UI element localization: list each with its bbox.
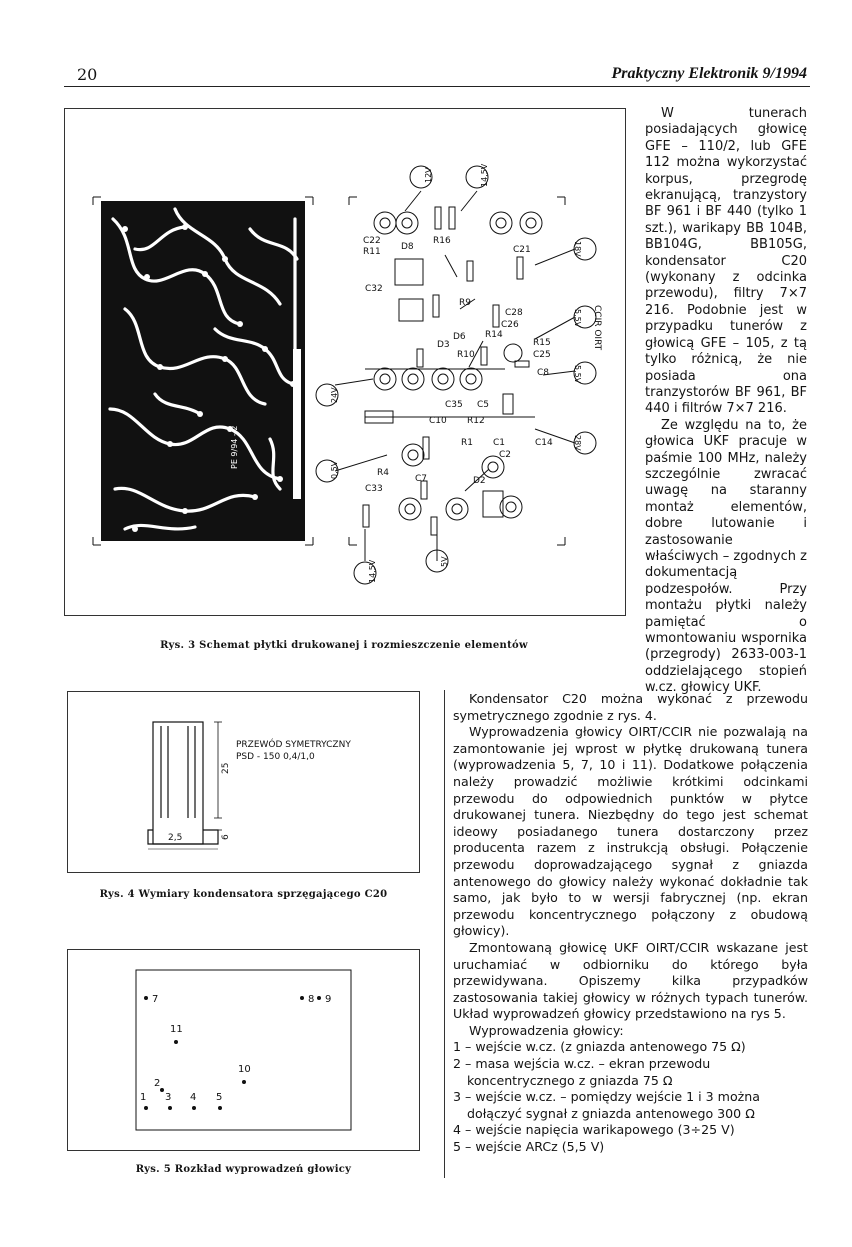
figure5-drawing: [68, 950, 419, 1150]
label-ccir-oirt: CCIR OIRT: [592, 305, 602, 351]
svg-text:28V: 28V: [573, 435, 582, 451]
pin-28v: [573, 432, 596, 454]
svg-text:14,5V: 14,5V: [368, 559, 377, 583]
label-r12: R12: [467, 416, 485, 426]
label-c21: C21: [513, 245, 531, 255]
label-c28: C28: [505, 308, 523, 318]
pin-3: 3: [165, 1092, 172, 1103]
figure3-drawing: [65, 109, 625, 615]
pin-24v: [316, 384, 339, 406]
pin-7: 7: [152, 994, 159, 1005]
pin-2: 2: [154, 1078, 161, 1089]
label-c10: C10: [429, 416, 447, 426]
pin-list-item: 1 – wejście w.cz. (z gniazda antenowego 75 Ω): [453, 1039, 746, 1055]
label-c33: C33: [365, 484, 383, 494]
label-c25: C25: [533, 350, 551, 360]
pin-14-5v-bottom: [354, 559, 377, 584]
pcb-copper-pattern: [93, 197, 313, 545]
paragraph: Kondensator C20 można wykonać z przewodu symetrycznego zgodnie z rys. 4.: [453, 691, 808, 723]
svg-text:18V: 18V: [573, 241, 582, 257]
figure4-dim-small: 6: [221, 834, 231, 840]
label-d8: D8: [401, 242, 414, 252]
label-c5: C5: [477, 400, 490, 410]
figure4-title-1: PRZEWÓD SYMETRYCZNY: [236, 740, 351, 750]
pcb-ref-code: PE 9/94 - 2: [230, 425, 239, 469]
svg-text:14,5V: 14,5V: [480, 163, 489, 187]
label-c26: C26: [501, 320, 519, 330]
svg-text:5V: 5V: [440, 556, 449, 567]
pin-0-5v: [316, 460, 339, 482]
pin-9: 9: [325, 994, 332, 1005]
pin-4: 4: [190, 1092, 197, 1103]
label-d2: D2: [473, 476, 486, 486]
pin-list-item: 3 – wejście w.cz. – pomiędzy wejście 1 i 3 można dołączyć sygnał z gniazda antenowego 300 Ω: [453, 1089, 760, 1121]
header-rule: [64, 86, 810, 87]
label-c14: C14: [535, 438, 553, 448]
pin-11: 11: [170, 1024, 183, 1035]
figure4-title-2: PSD - 150 0,4/1,0: [236, 752, 315, 762]
svg-text:5,5V: 5,5V: [573, 309, 582, 328]
label-d6: D6: [453, 332, 466, 342]
pin-list-item: 4 – wejście napięcia warikapowego (3÷25 V): [453, 1122, 735, 1138]
pin-10: 10: [238, 1064, 251, 1075]
label-r1: R1: [461, 438, 473, 448]
pin-5: 5: [216, 1092, 223, 1103]
svg-text:12V: 12V: [424, 167, 433, 183]
pin-14-5v-top: [466, 163, 489, 188]
label-c2: C2: [499, 450, 512, 460]
journal-title: Praktyczny Elektronik 9/1994: [611, 65, 807, 82]
pin-list-item: 5 – wejście ARCz (5,5 V): [453, 1139, 605, 1155]
label-r9: R9: [459, 298, 471, 308]
figure4-caption: Rys. 4 Wymiary kondensatora sprzęgającego C20: [99, 889, 388, 900]
figure4-dim-width: 2,5: [168, 833, 183, 843]
label-c35: C35: [445, 400, 463, 410]
paragraph: Zmontowaną głowicę UKF OIRT/CCIR wskazane jest uruchamiać w odbiorniku do którego była przewidywana. Opiszemy kilka przypadków zastosowania takiej głowicy w różnych typach tunerów. Układ wyprowadzeń głowicy przedstawiono na rys 5.: [453, 939, 808, 1022]
pin-12v: [410, 166, 433, 188]
label-r16: R16: [433, 236, 451, 246]
paragraph: W tunerach posiadających głowicę GFE – 110/2, lub GFE 112 można wykorzystać korpus, przegrodę ekranującą, tranzystory BF 961 i BF 440 (tylko 1 szt.), warikapy BB 104B, BB104G, BB105G, kondensator C20 (wykonany z odcinka przewodu), filtry 7×7 216. Podobnie jest w przypadku tunerów z głowicą GFE – 105, z tą tylko różnicą, że nie posiada ona tranzystorów BF 961, BF 440 i filtrów 7×7 216.: [645, 106, 807, 417]
label-r4: R4: [377, 468, 389, 478]
pin-1: 1: [140, 1092, 147, 1103]
paragraph: Wyprowadzenia głowicy:: [469, 1022, 624, 1038]
figure4-drawing: [68, 692, 419, 872]
label-r11: R11: [363, 247, 381, 257]
figure4-frame: [67, 691, 420, 873]
paragraph: Ze względu na to, że głowica UKF pracuje w paśmie 100 MHz, należy szczególnie zwracać uwagę na staranny montaż elementów, dobre lutowanie i zastosowanie właściwych – zgodnych z dokumentacją podzespołów. Przy montażu płytki należy pamiętać o wmontowaniu wspornika (przegrody) 2633-003-1 oddzielającego stopień w.cz. głowicy UKF.: [645, 417, 807, 696]
pin-8: 8: [308, 994, 315, 1005]
figure3-frame: [64, 108, 626, 616]
figure4-dim-height: 25: [221, 762, 231, 774]
svg-text:5,5V: 5,5V: [573, 365, 582, 384]
pin-5-5v-lower: [573, 362, 596, 384]
figure3-caption: Rys. 3 Schemat płytki drukowanej i rozmieszczenie elementów: [160, 640, 528, 651]
label-c32: C32: [365, 284, 383, 294]
label-r15: R15: [533, 338, 551, 348]
label-c1: C1: [493, 438, 506, 448]
right-column-bottom-text: [453, 691, 808, 1156]
pin-list-item: 2 – masa wejścia w.cz. – ekran przewodu koncentrycznego z gniazda 75 Ω: [453, 1056, 711, 1088]
label-r14: R14: [485, 330, 503, 340]
label-d3: D3: [437, 340, 450, 350]
figure5-caption: Rys. 5 Rozkład wyprowadzeń głowicy: [135, 1164, 352, 1175]
right-column-top-text: [645, 106, 807, 697]
label-r10: R10: [457, 350, 475, 360]
label-c8: C8: [537, 368, 550, 378]
pin-18v: [573, 238, 596, 260]
svg-text:0,5V: 0,5V: [330, 460, 339, 479]
paragraph: Wyprowadzenia głowicy OIRT/CCIR nie pozwalają na zamontowanie jej wprost w płytkę drukowaną tunera (wyprowadzenia 5, 7, 10 i 11). Dodatkowe połączenia należy prowadzić możliwie krótkimi odcinkami przewodu do odpowiednich punktów w płytce drukowanej tunera. Niezbędny do tego jest schemat ideowy posiadanego tunera dostarczony przez producenta razem z instrukcją obsługi. Połączenie przewodu doprowadzającego sygnał z gniazda antenowego do głowicy należy wykonać dokładnie tak samo, jak było to w wersji fabrycznej (np. ekran przewodu koncentrycznego połączony z obudową głowicy).: [453, 724, 808, 939]
column-divider: [444, 690, 445, 1178]
page-number: 20: [77, 65, 98, 84]
label-c7: C7: [415, 474, 428, 484]
figure5-frame: [67, 949, 420, 1151]
svg-text:24V: 24V: [330, 387, 339, 403]
label-c22: C22: [363, 236, 381, 246]
